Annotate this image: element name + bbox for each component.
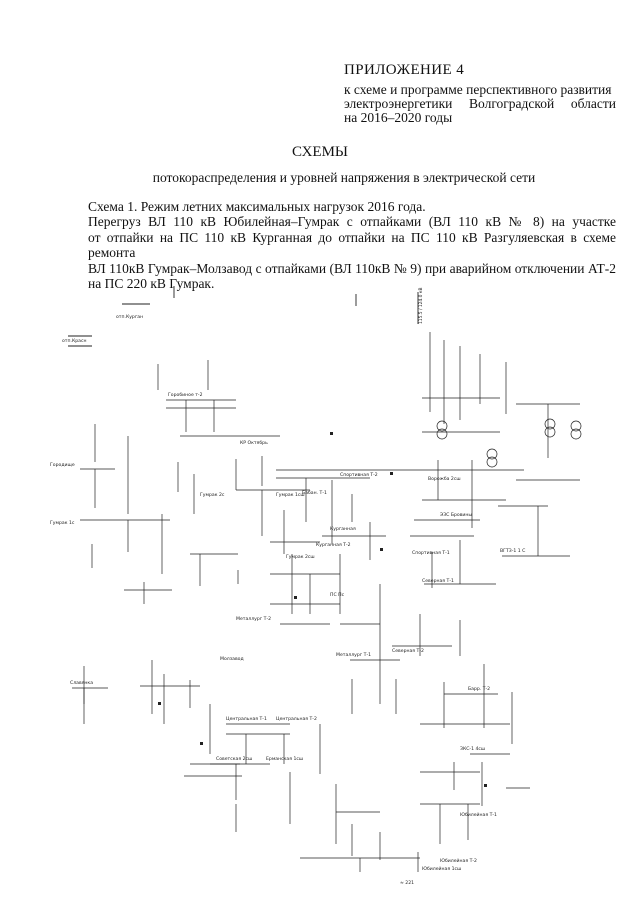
label-severnaya-t1: Северная Т-1 xyxy=(422,579,454,584)
right-cluster xyxy=(392,332,580,844)
label-baban-1: Бабан. Т-1 xyxy=(302,491,327,496)
section-title: СХЕМЫ xyxy=(291,144,349,160)
label-metallurg-t2: Металлург Т-2 xyxy=(236,617,272,622)
label-sportivnaya-t2: Спортивная Т-2 xyxy=(340,473,378,478)
label-tsentralnaya-t1: Центральная Т-1 xyxy=(226,717,267,722)
label-molzavod: Молзавод xyxy=(220,657,244,662)
label-zks: ЗКС-1 4сш xyxy=(460,747,486,752)
label-vorozhba: Ворожба 2сш xyxy=(428,477,461,482)
label-gumrak-1c: Гумрак 1с xyxy=(50,521,75,526)
label-elektroobr: ЭЗС Бровины xyxy=(440,513,473,518)
appendix-subtitle-line1: к схеме и программе перспективного развития xyxy=(344,82,612,97)
scheme-description-line3: ВЛ 110кВ Гумрак–Молзавод с отпайками (ВЛ 110кВ № 9) при аварийном отключении АТ-2 xyxy=(88,260,616,276)
label-gumrak-2c: Гумрак 2с xyxy=(200,493,225,498)
label-node-pc: ПС Пс xyxy=(330,593,345,598)
label-gumrak-2sh: Гумрак 2сш xyxy=(286,555,315,560)
label-kurgannaya: Курганная xyxy=(330,527,356,532)
section-subtitle: потокораспределения и уровней напряжения в электрической сети xyxy=(152,170,536,185)
appendix-title: ПРИЛОЖЕНИЕ 4 xyxy=(344,62,465,78)
label-gumrak-1sh: Гумрак 1сш xyxy=(276,493,305,498)
scheme-heading: Схема 1. Режим летних максимальных нагрузок 2016 года. xyxy=(88,199,426,214)
scheme-description xyxy=(88,214,616,292)
label-severnaya-t2: Северная Т-2 xyxy=(392,649,424,654)
lower-cluster xyxy=(72,660,420,872)
scheme-description-line4: на ПС 220 кВ Гумрак. xyxy=(88,276,215,291)
label-sportivnaya-t1: Спортивная Т-1 xyxy=(412,551,450,556)
label-kurgannaya-t2: Курганная Т-2 xyxy=(316,543,351,548)
scheme-description-line2: от отпайки на ПС 110 кВ Курганная до отпайки на ПС 110 кВ Разгуляевская в схеме ремонта xyxy=(88,229,616,260)
appendix-subtitle xyxy=(344,83,616,125)
label-yubileynaya: Юбилейная Т-1 xyxy=(460,813,497,818)
label-perevozka: Горобиное т-2 xyxy=(168,393,203,398)
label-yubileynaya-1sh: Юбилейная 1сш xyxy=(422,867,462,872)
label-bottom-val: ≈ 221 xyxy=(400,881,415,886)
label-kr-oktyabr: КР Октябрь xyxy=(240,441,268,446)
label-top-val: 115.5 / 124.0 кВ xyxy=(419,287,424,324)
label-ermanskaya: Ерманская 1сш xyxy=(266,757,304,762)
diagram-labels xyxy=(50,288,525,886)
label-metallurg-t1: Металлург Т-1 xyxy=(336,653,372,658)
appendix-subtitle-line2: электроэнергетики Волгоградской области xyxy=(344,96,616,111)
power-flow-diagram xyxy=(40,284,600,889)
center-spine xyxy=(270,470,524,714)
scheme-description-line1: Перегруз ВЛ 110 кВ Юбилейная–Гумрак с отпайками (ВЛ 110 кВ № 8) на участке xyxy=(88,214,616,229)
label-sovetskaya: Советская 2сш xyxy=(216,757,253,762)
label-otp-kurgan: отп.Курган xyxy=(116,315,144,320)
appendix-subtitle-line3: на 2016–2020 годы xyxy=(344,110,453,125)
label-vgtz: ВГТЗ-1 1 С xyxy=(500,549,526,554)
label-yubileynaya-t2: Юбилейная Т-2 xyxy=(440,859,477,864)
label-barr: Барр. Т-2 xyxy=(468,687,491,692)
label-otp-krasn: отп.Красн xyxy=(62,339,87,344)
transformer-symbols xyxy=(437,419,581,467)
label-tsentralnaya-t2: Центральная Т-2 xyxy=(276,717,317,722)
label-gorodishche: Городище xyxy=(50,463,75,468)
label-slavyanka: Славянка xyxy=(70,681,94,686)
